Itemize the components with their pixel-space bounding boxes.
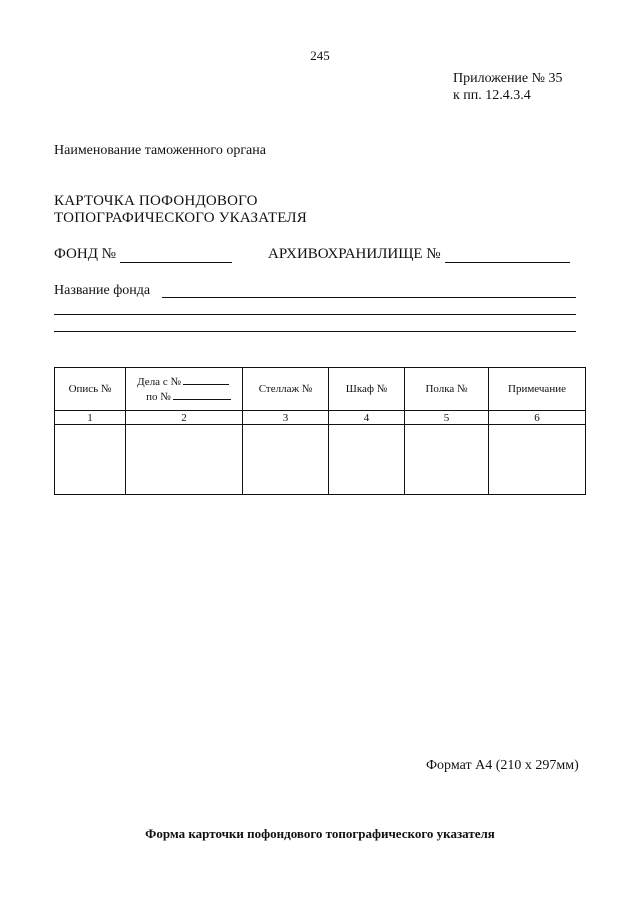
column-number: 6 (489, 411, 586, 425)
fond-name-line-2 (54, 314, 576, 315)
fond-name-line-3 (54, 331, 576, 332)
header-shelf: Полка № (405, 368, 489, 411)
topographic-table (54, 367, 586, 495)
fond-name-label: Название фонда (54, 283, 151, 298)
column-number: 2 (126, 411, 243, 425)
archive-blank-line (445, 248, 570, 263)
table-cell[interactable] (243, 425, 329, 495)
header-cases-from: Дела с № (137, 376, 181, 388)
header-cases (126, 368, 243, 411)
page-number: 245 (310, 48, 330, 63)
archive-field (268, 246, 570, 263)
table-cell[interactable] (489, 425, 586, 495)
card-title-line-1: КАРТОЧКА ПОФОНДОВОГО (54, 193, 258, 209)
header-opis: Опись № (55, 368, 126, 411)
card-title-line-2: ТОПОГРАФИЧЕСКОГО УКАЗАТЕЛЯ (54, 210, 308, 226)
column-number: 3 (243, 411, 329, 425)
table-cell[interactable] (329, 425, 405, 495)
appendix-number: Приложение № 35 (453, 71, 563, 86)
header-cases-to: по № (146, 391, 171, 403)
fond-label: ФОНД № (54, 246, 116, 262)
table-number-row (55, 411, 586, 425)
appendix-reference (453, 70, 563, 104)
figure-caption: Форма карточки пофондового топографического указателя (145, 826, 495, 841)
customs-organ-label: Наименование таможенного органа (54, 143, 266, 158)
table-row (55, 425, 586, 495)
column-number: 1 (55, 411, 126, 425)
fond-blank-line (120, 248, 232, 263)
column-number: 5 (405, 411, 489, 425)
cases-to-blank (173, 389, 231, 400)
header-cabinet: Шкаф № (329, 368, 405, 411)
table-cell[interactable] (405, 425, 489, 495)
header-rack: Стеллаж № (243, 368, 329, 411)
header-note: Примечание (489, 368, 586, 411)
column-number: 4 (329, 411, 405, 425)
table-header-row (55, 368, 586, 411)
fond-field (54, 246, 232, 263)
cases-from-blank (183, 374, 229, 385)
format-note: Формат А4 (210 х 297мм) (426, 758, 579, 773)
fond-name-field (54, 283, 150, 299)
fond-name-line-1 (162, 297, 576, 298)
table-cell[interactable] (55, 425, 126, 495)
appendix-clause: к пп. 12.4.3.4 (453, 88, 531, 103)
table-cell[interactable] (126, 425, 243, 495)
archive-label: АРХИВОХРАНИЛИЩЕ № (268, 246, 441, 262)
card-title (54, 193, 307, 227)
